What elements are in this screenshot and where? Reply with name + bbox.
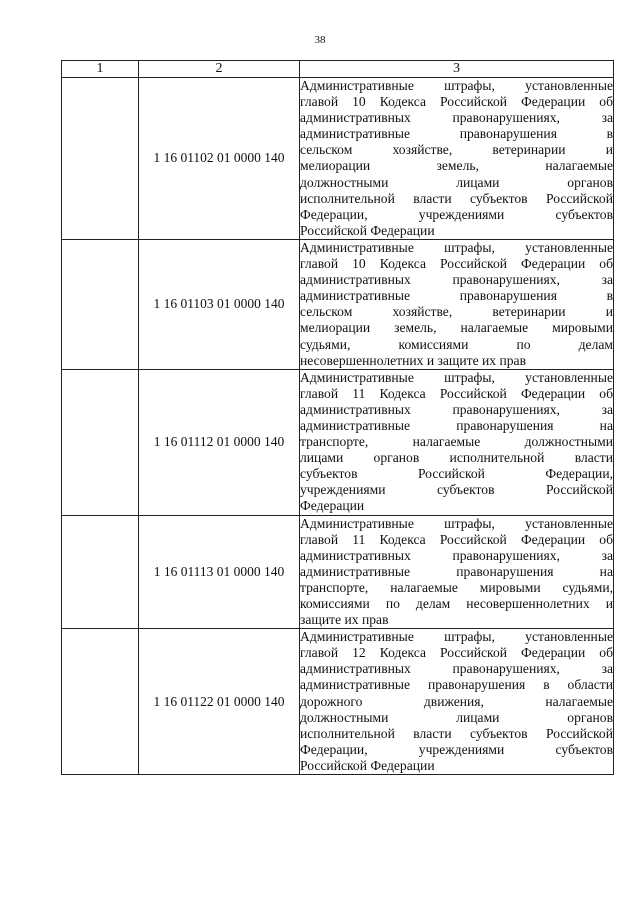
description-line: административные правонарушения в [300, 288, 613, 304]
description-line: исполнительной власти субъектов Российской [300, 190, 613, 206]
description-line: защите их прав [300, 612, 389, 628]
budget-code-cell: 1 16 01112 01 0000 140 [139, 369, 300, 515]
description-line: должностными лицами органов [300, 709, 613, 725]
description-line: административных правонарушениях, за [300, 547, 613, 563]
description-line: сельском хозяйстве, ветеринарии и [300, 304, 613, 320]
page-number: 38 [314, 34, 326, 46]
budget-code-cell: 1 16 01103 01 0000 140 [139, 239, 300, 369]
description-line: административных правонарушениях, за [300, 272, 613, 288]
description-line: исполнительной власти субъектов Российской [300, 725, 613, 741]
description-line: главой 11 Кодекса Российской Федерации об [300, 531, 613, 547]
table-body [62, 78, 614, 775]
description-line: транспорте, налагаемые мировыми судьями, [300, 579, 613, 595]
budget-codes-table [61, 60, 614, 775]
description-line: сельском хозяйстве, ветеринарии и [300, 142, 613, 158]
description-line: главой 10 Кодекса Российской Федерации об [300, 256, 613, 272]
description-line: административные правонарушения на [300, 563, 613, 579]
row-number-cell [62, 369, 139, 515]
description-line: должностными лицами органов [300, 174, 613, 190]
description-cell [300, 78, 614, 240]
column-header-2: 2 [139, 61, 300, 78]
budget-code-cell: 1 16 01122 01 0000 140 [139, 629, 300, 775]
description-line: административных правонарушениях, за [300, 110, 613, 126]
table-row [62, 369, 614, 515]
description-line: учреждениями субъектов Российской [300, 482, 613, 498]
description-line: Административные штрафы, установленные [300, 239, 613, 255]
description-cell [300, 369, 614, 515]
description-line: несовершеннолетних и защите их прав [300, 352, 527, 368]
description-cell [300, 629, 614, 775]
description-line: Административные штрафы, установленные [300, 78, 613, 93]
description-line: административные правонарушения в области [300, 677, 613, 693]
row-number-cell [62, 629, 139, 775]
description-line: Административные штрафы, установленные [300, 515, 613, 531]
table-row [62, 239, 614, 369]
description-line: судьями, комиссиями по делам [300, 336, 613, 352]
description-line: главой 11 Кодекса Российской Федерации об [300, 385, 613, 401]
table-header-row [62, 61, 614, 78]
table-row [62, 629, 614, 775]
column-header-1: 1 [62, 61, 139, 78]
description-cell [300, 515, 614, 629]
description-line: мелиорации земель, налагаемые мировыми [300, 320, 613, 336]
table-row [62, 78, 614, 240]
description-line: дорожного движения, налагаемые [300, 693, 613, 709]
description-line: Федерации, учреждениями субъектов [300, 206, 613, 222]
description-line: главой 12 Кодекса Российской Федерации об [300, 645, 613, 661]
column-header-3: 3 [300, 61, 614, 78]
description-line: Российской Федерации [300, 222, 435, 238]
description-line: Федерации, учреждениями субъектов [300, 741, 613, 757]
description-line: лицами органов исполнительной власти [300, 450, 613, 466]
budget-code-cell: 1 16 01113 01 0000 140 [139, 515, 300, 629]
table-row [62, 515, 614, 629]
description-line: мелиорации земель, налагаемые [300, 158, 613, 174]
description-line: транспорте, налагаемые должностными [300, 434, 613, 450]
description-line: Российской Федерации [300, 757, 435, 773]
description-line: комиссиями по делам несовершеннолетних и [300, 596, 613, 611]
row-number-cell [62, 515, 139, 629]
description-line: Административные штрафы, установленные [300, 369, 613, 385]
description-line: главой 10 Кодекса Российской Федерации об [300, 94, 613, 110]
description-line: субъектов Российской Федерации, [300, 466, 613, 482]
description-line: Федерации [300, 498, 365, 514]
budget-code-cell: 1 16 01102 01 0000 140 [139, 78, 300, 240]
description-line: административных правонарушениях, за [300, 401, 613, 417]
row-number-cell [62, 239, 139, 369]
description-line: административных правонарушениях, за [300, 661, 613, 677]
description-line: административные правонарушения на [300, 417, 613, 433]
description-line: Административные штрафы, установленные [300, 629, 613, 645]
row-number-cell [62, 78, 139, 240]
description-cell [300, 239, 614, 369]
description-line: административные правонарушения в [300, 126, 613, 142]
